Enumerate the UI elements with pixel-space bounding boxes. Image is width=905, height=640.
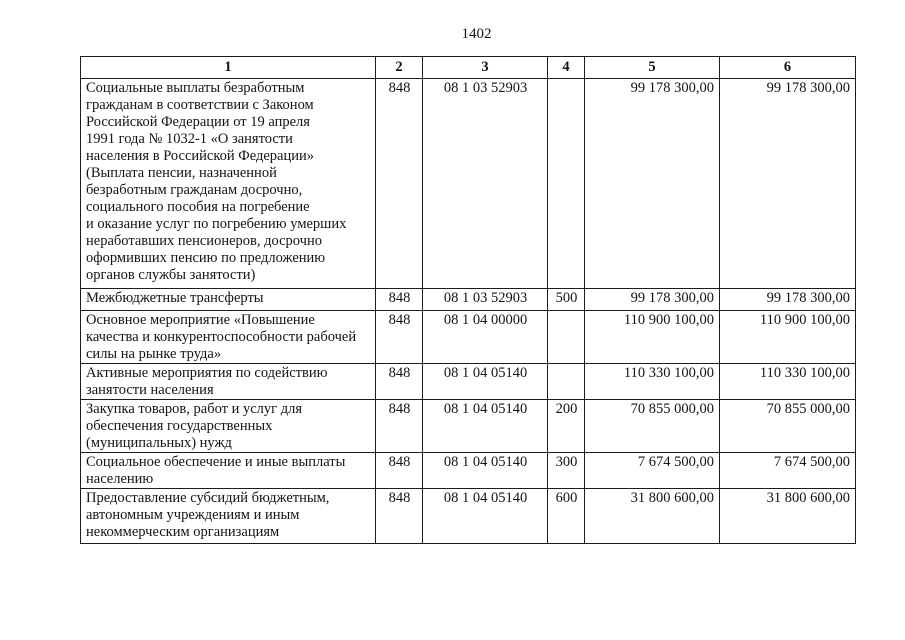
row-description-cell: Закупка товаров, работ и услуг для обеспечения государственных (муниципальных) нужд xyxy=(81,400,376,453)
page-number: 1402 xyxy=(461,26,492,42)
amount-cell-col6: 99 178 300,00 xyxy=(720,79,856,289)
admin-code-cell: 848 xyxy=(376,311,423,364)
table-row xyxy=(81,453,856,489)
row-description-cell: Социальные выплаты безработным гражданам в соответствии с Законом Российской Федерации от 19 апреля 1991 года № 1032-1 «О занятости населения в Российской Федерации» (Выплата пенсии, назначенной безработным гражданам досрочно, социального пособия на погребение и оказание услуг по погребению умерших неработавших пенсионеров, досрочно оформивших пенсию по предложению органов службы занятости) xyxy=(81,79,376,289)
table-header-cell: 4 xyxy=(548,57,585,79)
table-row xyxy=(81,289,856,311)
row-description-cell: Активные мероприятия по содействию занятости населения xyxy=(81,364,376,400)
admin-code-cell: 848 xyxy=(376,489,423,544)
target-article-cell: 08 1 04 05140 xyxy=(423,489,548,544)
amount-cell-col6: 7 674 500,00 xyxy=(720,453,856,489)
amount-cell-col5: 110 330 100,00 xyxy=(585,364,720,400)
admin-code-cell: 848 xyxy=(376,364,423,400)
admin-code-cell: 848 xyxy=(376,453,423,489)
amount-cell-col6: 70 855 000,00 xyxy=(720,400,856,453)
expense-type-cell: 200 xyxy=(548,400,585,453)
amount-cell-col5: 99 178 300,00 xyxy=(585,289,720,311)
expense-type-cell xyxy=(548,364,585,400)
row-description-cell: Межбюджетные трансферты xyxy=(81,289,376,311)
row-description-cell: Социальное обеспечение и иные выплаты населению xyxy=(81,453,376,489)
amount-cell-col5: 99 178 300,00 xyxy=(585,79,720,289)
expense-type-cell: 500 xyxy=(548,289,585,311)
table-header-cell: 2 xyxy=(376,57,423,79)
table-header-cell: 1 xyxy=(81,57,376,79)
row-description-cell: Основное мероприятие «Повышение качества и конкурентоспособности рабочей силы на рынке труда» xyxy=(81,311,376,364)
table-row xyxy=(81,79,856,289)
table-header-cell: 3 xyxy=(423,57,548,79)
amount-cell-col6: 99 178 300,00 xyxy=(720,289,856,311)
amount-cell-col6: 31 800 600,00 xyxy=(720,489,856,544)
target-article-cell: 08 1 03 52903 xyxy=(423,289,548,311)
expense-type-cell xyxy=(548,311,585,364)
admin-code-cell: 848 xyxy=(376,400,423,453)
target-article-cell: 08 1 04 05140 xyxy=(423,364,548,400)
expense-type-cell: 600 xyxy=(548,489,585,544)
target-article-cell: 08 1 03 52903 xyxy=(423,79,548,289)
amount-cell-col5: 31 800 600,00 xyxy=(585,489,720,544)
amount-cell-col5: 70 855 000,00 xyxy=(585,400,720,453)
amount-cell-col5: 7 674 500,00 xyxy=(585,453,720,489)
admin-code-cell: 848 xyxy=(376,79,423,289)
table-header-cell: 6 xyxy=(720,57,856,79)
table-header-cell: 5 xyxy=(585,57,720,79)
table-row xyxy=(81,311,856,364)
amount-cell-col6: 110 900 100,00 xyxy=(720,311,856,364)
table-row xyxy=(81,489,856,544)
table-row xyxy=(81,400,856,453)
target-article-cell: 08 1 04 05140 xyxy=(423,453,548,489)
table-row xyxy=(81,364,856,400)
amount-cell-col6: 110 330 100,00 xyxy=(720,364,856,400)
table-header-row xyxy=(81,57,856,79)
expense-type-cell xyxy=(548,79,585,289)
row-description-cell: Предоставление субсидий бюджетным, автономным учреждениям и иным некоммерческим организациям xyxy=(81,489,376,544)
target-article-cell: 08 1 04 00000 xyxy=(423,311,548,364)
amount-cell-col5: 110 900 100,00 xyxy=(585,311,720,364)
budget-table xyxy=(80,56,856,544)
expense-type-cell: 300 xyxy=(548,453,585,489)
admin-code-cell: 848 xyxy=(376,289,423,311)
target-article-cell: 08 1 04 05140 xyxy=(423,400,548,453)
